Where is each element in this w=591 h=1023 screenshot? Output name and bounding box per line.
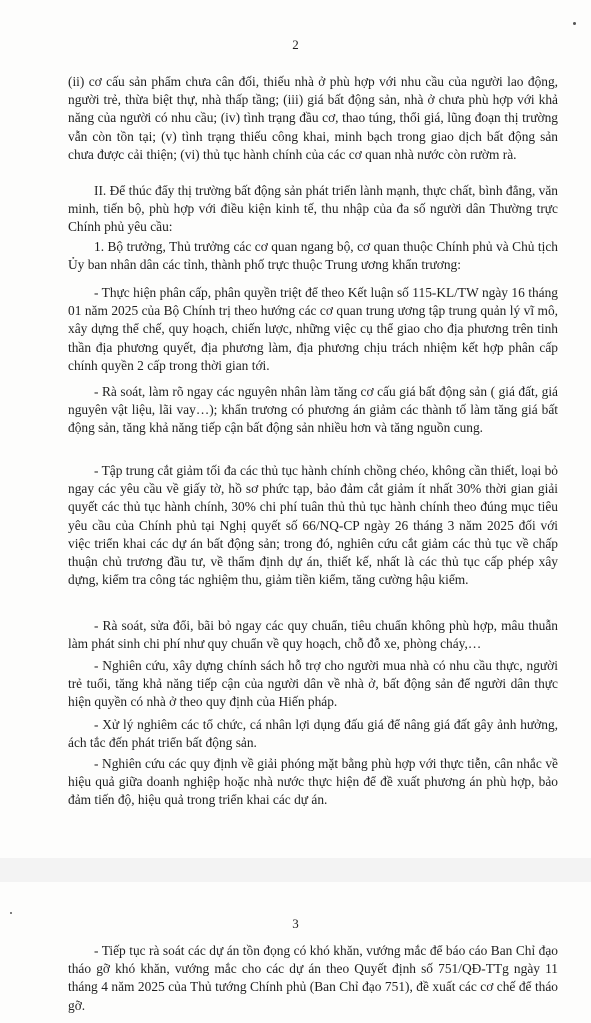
paragraph-pending-projects: - Tiếp tục rà soát các dự án tồn đọng có khó khăn, vướng mắc để báo cáo Ban Chỉ đạo tháo gỡ khó khăn, vướng mắc cho các dự án theo Quyết định số 751/QĐ-TTg ngày 11 tháng 4 năm 2025 của Thủ tướng Chính phủ (Ban Chỉ đạo 751), đề xuất các cơ chế để tháo gỡ.: [68, 943, 558, 1013]
paragraph-housing-support: - Nghiên cứu, xây dựng chính sách hỗ trợ cho người mua nhà có nhu cầu thực, người trẻ tuổi, tăng khả năng tiếp cận của người dân về nhà ở, bất động sản để người dân thực hiện quyền có nhà ở theo quy định của Hiến pháp.: [68, 658, 558, 710]
page-separator: [0, 858, 591, 882]
paragraph-standards-review: - Rà soát, sửa đổi, bãi bỏ ngay các quy chuẩn, tiêu chuẩn không phù hợp, mâu thuẫn làm phát sinh chi phí như quy chuẩn về quy hoạch, chỗ đỗ xe, phòng cháy,…: [68, 618, 558, 652]
paragraph-price-structure: - Rà soát, làm rõ ngay các nguyên nhân làm tăng cơ cấu giá bất động sản ( giá đất, giá nguyên vật liệu, lãi vay…); khẩn trương có phương án giảm các thành tố làm tăng giá bất động sản, tăng khả năng tiếp cận bất động sản nhiều hơn và tăng nguồn cung.: [68, 384, 558, 436]
paragraph-auction-handling: - Xử lý nghiêm các tổ chức, cá nhân lợi dụng đấu giá để nâng giá đất gây ảnh hưởng, ách tắc đến phát triển bất động sản.: [68, 717, 558, 751]
paragraph-admin-procedures: - Tập trung cắt giảm tối đa các thủ tục hành chính chồng chéo, không cần thiết, loại bỏ ngay các yêu cầu về giấy tờ, hồ sơ phức tạp, bảo đảm cắt giảm ít nhất 30% thời gian giải quyết các thủ tục hành chính, 30% chi phí tuân thủ thủ tục hành chính theo đúng mục tiêu yêu cầu của Chính phủ tại Nghị quyết số 66/NQ-CP ngày 26 tháng 3 năm 2025 đối với việc triển khai các dự án bất động sản; trong đó, nghiên cứu cắt giảm các thủ tục về chấp thuận chủ trương đầu tư, về thẩm định dự án, thiết kế, nhất là các thủ tục cấp phép xây dựng, kiểm tra công tác nghiệm thu, giảm tiền kiểm, tăng cường hậu kiểm.: [68, 463, 558, 588]
page-number: 3: [292, 916, 299, 931]
scan-speck: [573, 22, 576, 25]
paragraph-item-1: 1. Bộ trưởng, Thủ trưởng các cơ quan ngang bộ, cơ quan thuộc Chính phủ và Chủ tịch Ủy ban nhân dân các tỉnh, thành phố trực thuộc Trung ương khẩn trương:: [68, 239, 558, 273]
paragraph-issues-list: (ii) cơ cấu sản phẩm chưa cân đối, thiếu nhà ở phù hợp với nhu cầu của người lao động, người trẻ, thừa biệt thự, nhà thấp tầng; (iii) giá bất động sản, nhà ở chưa phù hợp với khả năng của người có nhu cầu; (iv) tình trạng đầu cơ, thao túng, thổi giá, lũng đoạn thị trường vẫn còn tồn tại; (v) tình trạng thiếu công khai, minh bạch trong giao dịch bất động sản chưa được cải thiện; (vi) thủ tục hành chính của các cơ quan nhà nước còn rườm rà.: [68, 74, 558, 162]
paragraph-site-clearance: - Nghiên cứu các quy định về giải phóng mặt bằng phù hợp với thực tiễn, cân nhắc về hiệu quả giữa doanh nghiệp hoặc nhà nước thực hiện để đề xuất phương án phù hợp, bảo đảm tiến độ, hiệu quả trong triển khai các dự án.: [68, 756, 558, 808]
paragraph-section-ii: II. Để thúc đẩy thị trường bất động sản phát triển lành mạnh, thực chất, bình đẳng, văn minh, tiến bộ, phù hợp với điều kiện kinh tế, thu nhập của đa số người dân Thường trực Chính phủ yêu cầu:: [68, 183, 558, 235]
document-page-3: [0, 882, 591, 1023]
page-number: 2: [292, 37, 299, 52]
scan-speck: [10, 912, 12, 914]
paragraph-decentralization: - Thực hiện phân cấp, phân quyền triệt để theo Kết luận số 115-KL/TW ngày 16 tháng 01 năm 2025 của Bộ Chính trị theo hướng các cơ quan trung ương tập trung quản lý vĩ mô, xây dựng thể chế, quy hoạch, chiến lược, những việc cụ thể giao cho địa phương trên tinh thần địa phương quyết, địa phương làm, địa phương chịu trách nhiệm kết hợp phân cấp chính quyền 2 cấp trong thời gian tới.: [68, 285, 558, 373]
